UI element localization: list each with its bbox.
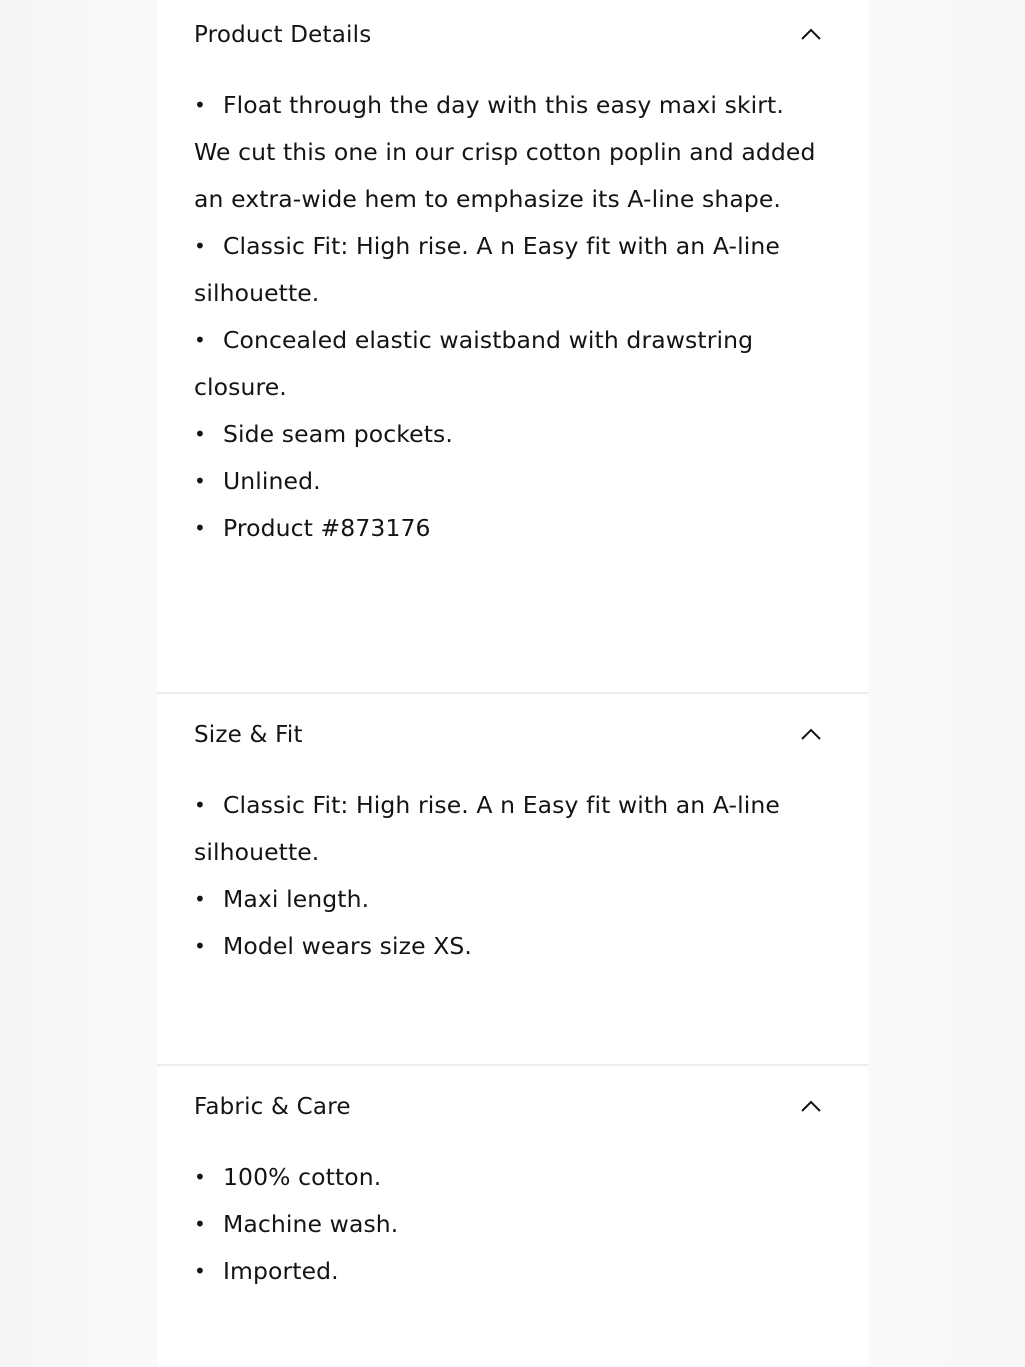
list-item: • Side seam pockets.: [194, 411, 824, 458]
list-item: • Classic Fit: High rise. A n Easy fit with an A-line silhouette.: [194, 223, 824, 317]
bullet-icon: •: [194, 1259, 206, 1283]
list-item: • Maxi length.: [194, 876, 824, 923]
fabric-care-list: [194, 1154, 824, 1295]
size-fit-list: [194, 782, 824, 970]
chevron-up-icon[interactable]: [800, 27, 822, 41]
bullet-icon: •: [194, 422, 206, 446]
list-item: • Model wears size XS.: [194, 923, 824, 970]
bullet-icon: •: [194, 234, 206, 258]
accordion-header-fabric-care[interactable]: [157, 1072, 868, 1142]
bullet-icon: •: [194, 1212, 206, 1236]
section-title-fabric-care: Fabric & Care: [194, 1094, 351, 1120]
product-info-panel: [157, 0, 868, 1367]
bullet-icon: •: [194, 469, 206, 493]
bullet-icon: •: [194, 793, 206, 817]
list-item: • Product #873176: [194, 505, 824, 552]
list-item: • Imported.: [194, 1248, 824, 1295]
accordion-header-product-details[interactable]: [157, 0, 868, 70]
accordion-header-size-fit[interactable]: [157, 700, 868, 770]
bullet-icon: •: [194, 516, 206, 540]
list-item: • Concealed elastic waistband with drawstring closure.: [194, 317, 824, 411]
section-divider: [157, 1064, 868, 1066]
section-title-size-fit: Size & Fit: [194, 722, 303, 748]
chevron-up-icon[interactable]: [800, 1099, 822, 1113]
bullet-icon: •: [194, 1165, 206, 1189]
list-item: • Machine wash.: [194, 1201, 824, 1248]
bullet-icon: •: [194, 93, 206, 117]
bullet-icon: •: [194, 328, 206, 352]
chevron-up-icon[interactable]: [800, 727, 822, 741]
list-item: • Unlined.: [194, 458, 824, 505]
list-item: • Float through the day with this easy maxi skirt. We cut this one in our crisp cotton poplin and added an extra-wide hem to emphasize its A-line shape.: [194, 82, 824, 223]
list-item: • 100% cotton.: [194, 1154, 824, 1201]
bullet-icon: •: [194, 887, 206, 911]
product-details-list: [194, 82, 824, 552]
section-title-product-details: Product Details: [194, 22, 372, 48]
bullet-icon: •: [194, 934, 206, 958]
section-divider: [157, 692, 868, 694]
list-item: • Classic Fit: High rise. A n Easy fit with an A-line silhouette.: [194, 782, 824, 876]
